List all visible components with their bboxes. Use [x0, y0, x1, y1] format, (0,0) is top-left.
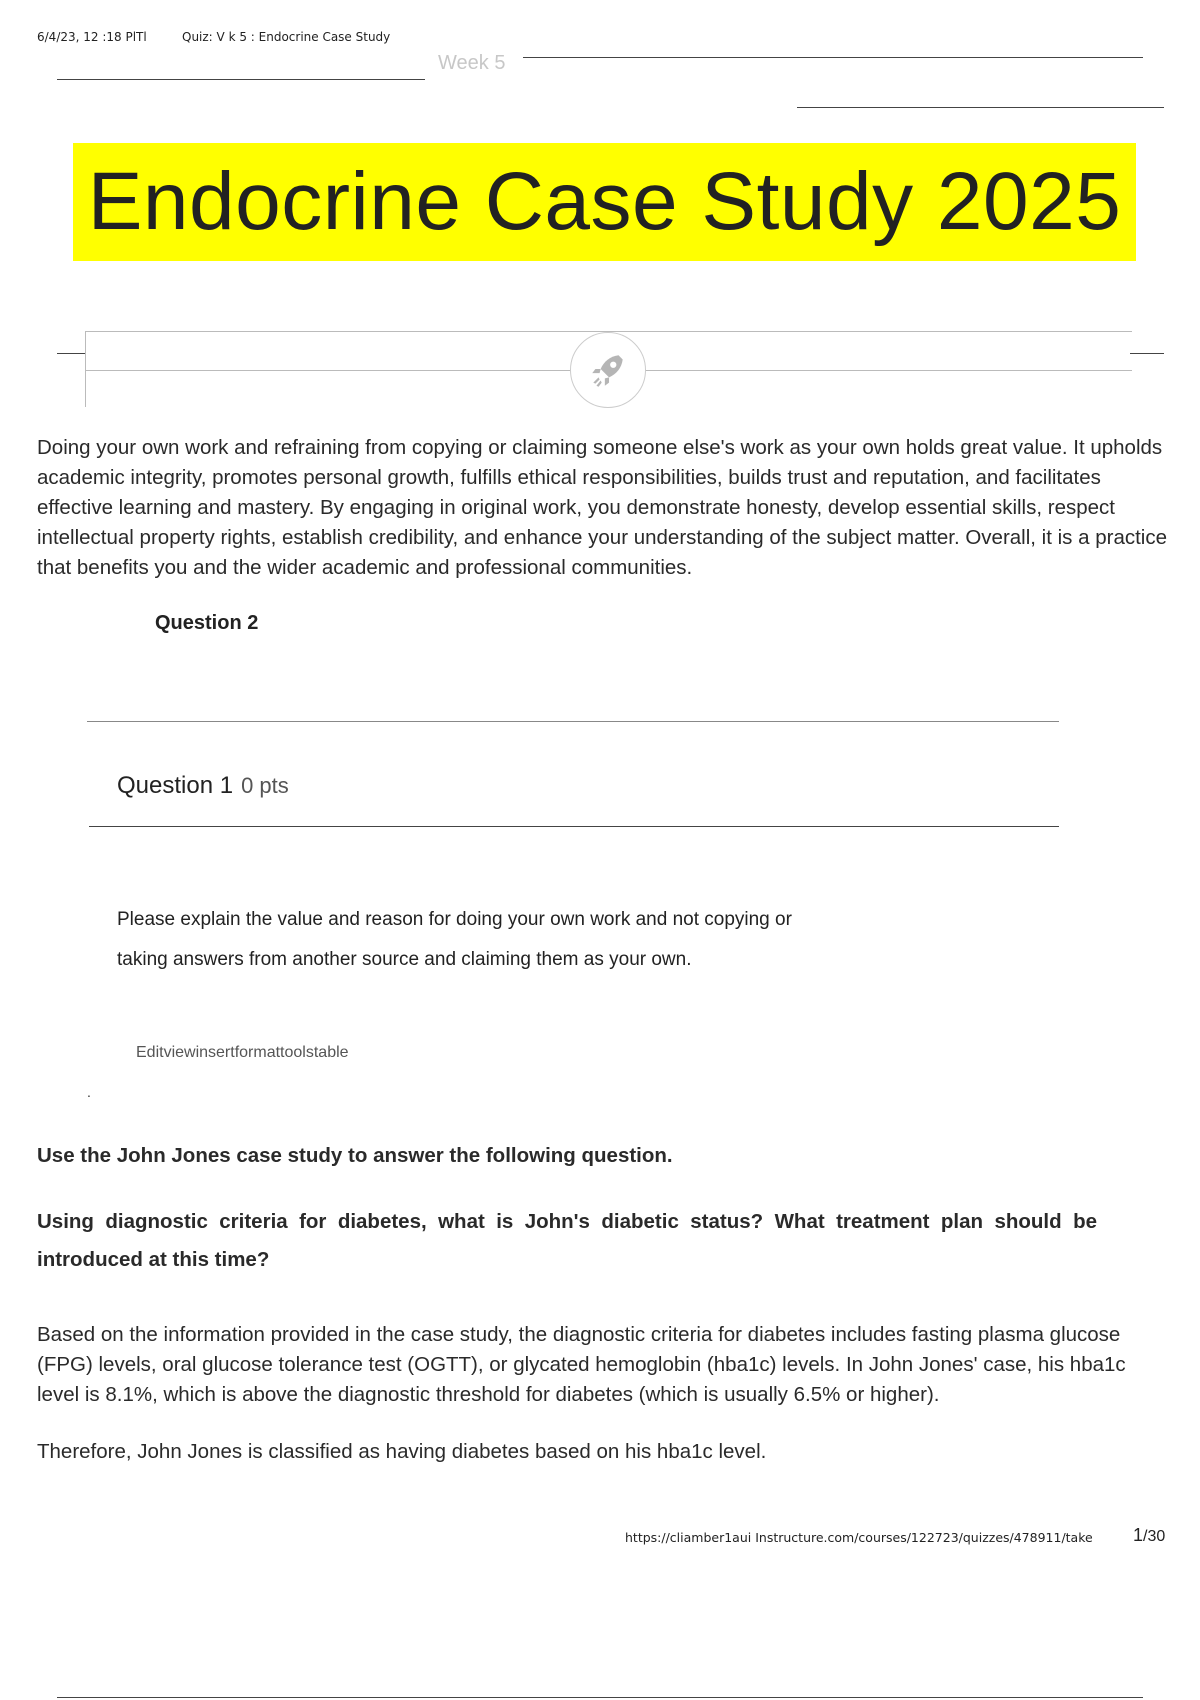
- question-1-label: Question 1: [117, 772, 234, 799]
- question-divider: [87, 721, 1059, 722]
- week-label: Week 5: [438, 52, 506, 74]
- footer-rule: [57, 1697, 1143, 1698]
- page-total: /30: [1143, 1528, 1166, 1545]
- title-highlight: [73, 143, 1136, 261]
- header-rule-sub: [797, 107, 1164, 108]
- editor-cursor-dot: .: [87, 1084, 91, 1100]
- header-rule-left: [57, 79, 425, 80]
- document-title: Endocrine Case Study 2025: [87, 156, 1122, 247]
- integrity-paragraph: Doing your own work and refraining from copying or claiming someone else's work as your own holds great value. It upholds academic integrity, promotes personal growth, fulfills ethical responsibilities, builds trust and reputation, and facilitates effective learning and mastery. By engaging in original work, you demonstrate honesty, develop essential skills, respect intellectual property rights, establish credibility, and enhance your understanding of the subject matter. Overall, it is a practice that benefits you and the wider academic and professional communities.: [37, 436, 1167, 579]
- question-1-prompt-line1: Please explain the value and reason for doing your own work and not copying or: [117, 909, 792, 930]
- banner-tick-left: [57, 353, 85, 354]
- page-current: 1: [1133, 1525, 1144, 1545]
- question-1-rule: [89, 826, 1059, 827]
- rocket-icon: [587, 349, 629, 391]
- case-answer-paragraph-1: Based on the information provided in the case study, the diagnostic criteria for diabetes includes fasting plasma glucose (FPG) levels, oral glucose tolerance test (OGTT), or glycated hemoglobin (hba1c) levels. In John Jones' case, his hba1c level is 8.1%, which is above the diagnostic threshold for diabetes (which is usually 6.5% or higher).: [37, 1323, 1126, 1406]
- footer-url: https://cliamber1aui Instructure.com/courses/122723/quizzes/478911/take: [625, 1530, 1093, 1545]
- case-question: Using diagnostic criteria for diabetes, what is John's diabetic status? What treatment plan should be introduced at this time?: [37, 1210, 1097, 1271]
- print-timestamp: 6/4/23, 12 :18 PlTl: [37, 30, 147, 44]
- header-rule-right: [523, 57, 1143, 58]
- rocket-badge: [570, 332, 646, 408]
- question-1-points: 0 pts: [241, 773, 289, 798]
- question-1-header: [117, 772, 289, 800]
- page-number: [1133, 1525, 1165, 1546]
- case-answer-paragraph-2: Therefore, John Jones is classified as having diabetes based on his hba1c level.: [37, 1440, 767, 1463]
- quiz-title: Quiz: V k 5 : Endocrine Case Study: [182, 30, 391, 44]
- editor-menubar[interactable]: Editviewinsertformattoolstable: [136, 1044, 349, 1061]
- question-1-prompt-line2: taking answers from another source and claiming them as your own.: [117, 949, 692, 970]
- case-instruction: Use the John Jones case study to answer the following question.: [37, 1144, 673, 1167]
- banner-stem: [85, 369, 86, 407]
- banner-tick-right: [1130, 353, 1164, 354]
- question-2-label: Question 2: [155, 612, 259, 634]
